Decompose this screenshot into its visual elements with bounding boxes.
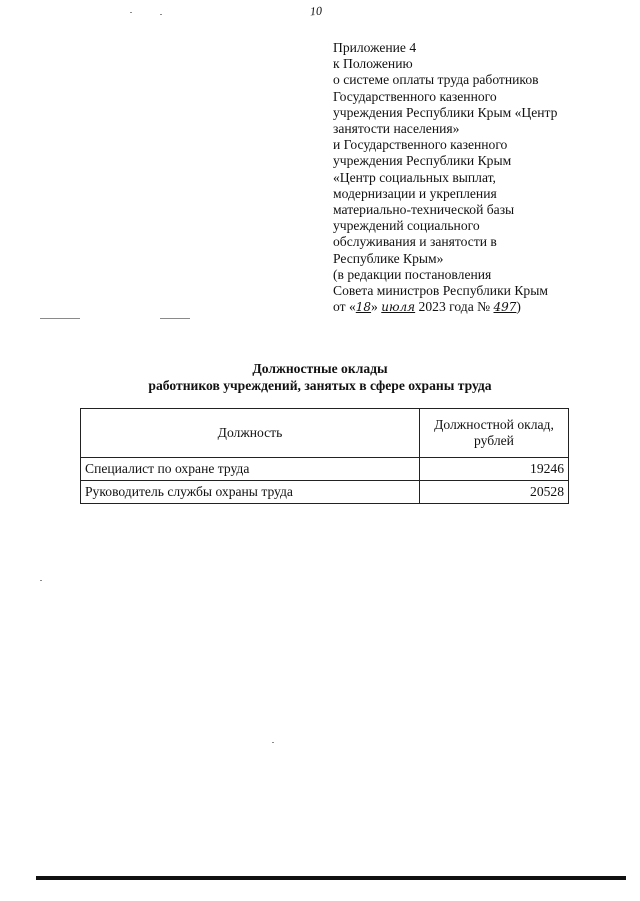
appendix-line: обслуживания и занятости в xyxy=(333,234,497,250)
appendix-line: модернизации и укрепления xyxy=(333,185,497,201)
cell-salary: 19246 xyxy=(420,458,569,481)
appendix-line: Совета министров Республики Крым xyxy=(333,283,548,299)
appendix-line: учреждений социального xyxy=(333,218,480,234)
resolution-date-line: от «18» июля 2023 года № 497) xyxy=(333,299,521,315)
handwritten-day: 18 xyxy=(355,300,372,315)
appendix-line: Республике Крым» xyxy=(333,250,444,266)
table-header-row xyxy=(81,409,569,458)
scan-speck xyxy=(130,12,132,13)
header-position: Должность xyxy=(81,409,420,458)
salary-table xyxy=(80,408,569,504)
appendix-line: о системе оплаты труда работников xyxy=(333,72,539,88)
scan-speck xyxy=(160,318,190,319)
cell-salary: 20528 xyxy=(420,481,569,504)
appendix-line: учреждения Республики Крым «Центр xyxy=(333,104,558,120)
table-row xyxy=(81,458,569,481)
appendix-line: материально-технической базы xyxy=(333,202,515,218)
year-text: 2023 года № xyxy=(418,299,491,315)
scan-speck xyxy=(40,580,42,581)
scan-speck xyxy=(40,318,80,319)
date-separator: » xyxy=(371,299,378,315)
scan-speck xyxy=(272,742,274,743)
title-line-1: Должностные оклады xyxy=(252,361,388,376)
appendix-line: занятости населения» xyxy=(333,121,460,137)
appendix-line: (в редакции постановления xyxy=(333,266,492,282)
appendix-line: к Положению xyxy=(333,56,413,72)
appendix-header xyxy=(333,40,633,315)
appendix-line: и Государственного казенного xyxy=(333,137,508,153)
cell-position: Руководитель службы охраны труда xyxy=(81,481,420,504)
appendix-line: Государственного казенного xyxy=(333,88,497,104)
appendix-line: Приложение 4 xyxy=(333,40,417,55)
page-number: 10 xyxy=(309,3,323,19)
title-line-2: работников учреждений, занятых в сфере охраны труда xyxy=(148,378,492,393)
scan-bottom-edge xyxy=(36,876,626,880)
table-row xyxy=(81,481,569,504)
appendix-line: учреждения Республики Крым xyxy=(333,153,512,169)
document-title xyxy=(0,360,640,394)
date-prefix: от « xyxy=(333,299,356,315)
handwritten-number: 497 xyxy=(493,300,517,315)
scan-speck xyxy=(160,14,162,15)
header-salary: Должностной оклад, рублей xyxy=(420,409,569,458)
handwritten-month: июля xyxy=(381,300,416,315)
cell-position: Специалист по охране труда xyxy=(81,458,420,481)
appendix-line: «Центр социальных выплат, xyxy=(333,169,496,185)
